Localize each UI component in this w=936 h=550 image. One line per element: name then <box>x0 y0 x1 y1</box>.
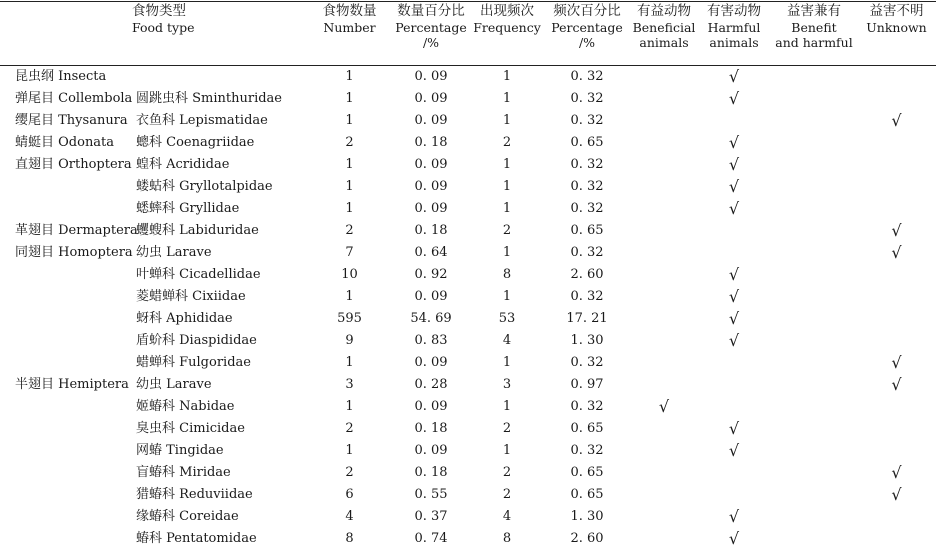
family-cell: 臭虫科 Cimicidae <box>136 421 245 436</box>
header-frequency-percentage-en: Percentage <box>551 20 623 35</box>
table-row <box>0 242 936 264</box>
frequency-cell: 8 <box>502 531 512 546</box>
header-beneficial-en1: Beneficial <box>632 20 696 35</box>
unknown-check: √ <box>891 243 902 262</box>
order-cell <box>0 462 136 484</box>
frequency-percentage-cell: 0. 32 <box>570 179 604 194</box>
frequency-cell: 1 <box>502 399 512 414</box>
beneficial-check <box>631 484 697 506</box>
unknown-check <box>857 286 936 308</box>
header-food-type-cn: 食物类型 <box>132 3 186 19</box>
table-row <box>0 88 936 110</box>
number-percentage-cell: 0. 18 <box>414 465 448 480</box>
header-frequency-percentage-cn: 频次百分比 <box>553 3 621 19</box>
number-percentage-cell: 0. 09 <box>414 91 448 106</box>
unknown-check <box>857 176 936 198</box>
frequency-cell: 1 <box>502 69 512 84</box>
frequency-cell: 2 <box>502 223 512 238</box>
number-percentage-cell: 0. 74 <box>414 531 448 546</box>
number-cell: 595 <box>337 311 362 326</box>
family-cell: 圆跳虫科 Sminthuridae <box>136 91 283 106</box>
frequency-cell: 1 <box>502 201 512 216</box>
harmful-check: √ <box>728 419 740 438</box>
family-cell: 蠼螋科 Labiduridae <box>136 223 259 238</box>
header-unknown <box>857 0 936 66</box>
unknown-check <box>857 88 936 110</box>
unknown-check <box>857 132 936 154</box>
beneficial-check <box>631 176 697 198</box>
unknown-check <box>857 154 936 176</box>
table-row <box>0 440 936 462</box>
header-harmful-en2: animals <box>709 35 759 50</box>
harmful-check: √ <box>728 441 740 460</box>
order-cell <box>0 308 136 330</box>
family-cell: 蝽科 Pentatomidae <box>136 531 257 546</box>
frequency-percentage-cell: 0. 97 <box>570 377 604 392</box>
unknown-check <box>857 440 936 462</box>
unknown-check <box>857 396 936 418</box>
frequency-percentage-cell: 0. 32 <box>570 245 604 260</box>
frequency-percentage-cell: 2. 60 <box>570 531 604 546</box>
header-both <box>771 0 857 66</box>
number-cell: 1 <box>345 69 354 84</box>
table-row <box>0 330 936 352</box>
family-cell: 蜡蝉科 Fulgoridae <box>136 355 251 370</box>
unknown-check: √ <box>891 463 902 482</box>
header-number-cn: 食物数量 <box>322 3 377 19</box>
frequency-percentage-cell: 1. 30 <box>570 333 604 348</box>
beneficial-check <box>631 88 697 110</box>
number-cell: 8 <box>345 531 354 546</box>
beneficial-check <box>631 154 697 176</box>
number-percentage-cell: 0. 37 <box>414 509 448 524</box>
number-percentage-cell: 0. 28 <box>414 377 448 392</box>
unknown-check: √ <box>891 111 902 130</box>
frequency-cell: 2 <box>502 421 512 436</box>
number-cell: 2 <box>345 223 354 238</box>
frequency-percentage-cell: 1. 30 <box>570 509 604 524</box>
number-cell: 1 <box>345 443 354 458</box>
both-check <box>771 110 857 132</box>
header-number-en: Number <box>323 20 376 35</box>
order-cell <box>0 418 136 440</box>
family-cell: 网蝽 Tingidae <box>136 443 224 458</box>
frequency-percentage-cell: 2. 60 <box>570 267 604 282</box>
both-check <box>771 374 857 396</box>
frequency-percentage-cell: 0. 65 <box>570 135 604 150</box>
both-check <box>771 286 857 308</box>
header-number-percentage-cn: 数量百分比 <box>397 3 465 19</box>
number-cell: 7 <box>345 245 354 260</box>
family-cell: 衣鱼科 Lepismatidae <box>136 113 268 128</box>
frequency-percentage-cell: 0. 65 <box>570 465 604 480</box>
order-cell: 半翅目 Hemiptera <box>15 377 129 392</box>
number-cell: 2 <box>345 135 354 150</box>
order-cell <box>0 286 136 308</box>
harmful-check <box>697 110 771 132</box>
family-cell: 蟌科 Coenagriidae <box>136 135 255 150</box>
number-cell: 1 <box>345 157 354 172</box>
beneficial-check <box>631 198 697 220</box>
table-row <box>0 286 936 308</box>
harmful-check <box>697 484 771 506</box>
harmful-check <box>697 352 771 374</box>
harmful-check: √ <box>728 155 740 174</box>
header-both-cn: 益害兼有 <box>787 3 841 19</box>
harmful-check: √ <box>728 309 740 328</box>
frequency-percentage-cell: 17. 21 <box>566 311 608 326</box>
number-cell: 1 <box>345 179 354 194</box>
order-cell <box>0 484 136 506</box>
number-percentage-cell: 0. 09 <box>414 157 448 172</box>
number-percentage-cell: 0. 18 <box>414 421 448 436</box>
order-cell <box>0 352 136 374</box>
frequency-percentage-cell: 0. 32 <box>570 69 604 84</box>
header-number <box>308 0 391 66</box>
both-check <box>771 154 857 176</box>
number-cell: 1 <box>345 201 354 216</box>
order-cell <box>0 198 136 220</box>
order-cell: 同翅目 Homoptera <box>15 245 133 260</box>
number-percentage-cell: 0. 09 <box>414 113 448 128</box>
header-beneficial-cn: 有益动物 <box>637 3 691 19</box>
unknown-check <box>857 418 936 440</box>
beneficial-check: √ <box>658 397 670 416</box>
unknown-check <box>857 308 936 330</box>
beneficial-check <box>631 66 697 88</box>
beneficial-check <box>631 242 697 264</box>
number-cell: 3 <box>345 377 354 392</box>
family-cell: 菱蜡蝉科 Cixiidae <box>136 289 246 304</box>
both-check <box>771 418 857 440</box>
table-row <box>0 110 936 132</box>
both-check <box>771 308 857 330</box>
both-check <box>771 66 857 88</box>
order-cell <box>0 440 136 462</box>
beneficial-check <box>631 440 697 462</box>
order-cell: 缨尾目 Thysanura <box>15 113 128 128</box>
frequency-cell: 1 <box>502 113 512 128</box>
header-harmful-en1: Harmful <box>707 20 761 35</box>
beneficial-check <box>631 110 697 132</box>
header-unknown-cn: 益害不明 <box>869 3 924 19</box>
harmful-check: √ <box>728 89 740 108</box>
unknown-check <box>857 264 936 286</box>
number-cell: 2 <box>345 465 354 480</box>
family-cell: 盾蚧科 Diaspididae <box>136 333 257 348</box>
order-cell: 革翅目 Dermaptera <box>15 223 138 238</box>
both-check <box>771 396 857 418</box>
table-row <box>0 154 936 176</box>
frequency-cell: 2 <box>502 487 512 502</box>
header-number-percentage-en: Percentage <box>395 20 467 35</box>
number-percentage-cell: 0. 64 <box>414 245 448 260</box>
number-cell: 1 <box>345 289 354 304</box>
unknown-check: √ <box>891 353 902 372</box>
both-check <box>771 330 857 352</box>
frequency-percentage-cell: 0. 32 <box>570 289 604 304</box>
table-row <box>0 396 936 418</box>
number-percentage-cell: 0. 09 <box>414 399 448 414</box>
table-row <box>0 506 936 528</box>
header-frequency-percentage-unit: /% <box>578 35 596 50</box>
unknown-check <box>857 66 936 88</box>
header-food-type-en: Food type <box>132 20 195 35</box>
table-row <box>0 132 936 154</box>
harmful-check <box>697 396 771 418</box>
frequency-percentage-cell: 0. 32 <box>570 355 604 370</box>
family-cell: 盲蝽科 Miridae <box>136 465 231 480</box>
frequency-cell: 1 <box>502 157 512 172</box>
frequency-percentage-cell: 0. 32 <box>570 443 604 458</box>
frequency-cell: 53 <box>498 311 516 326</box>
family-cell: 幼虫 Larave <box>136 377 212 392</box>
number-percentage-cell: 0. 18 <box>414 135 448 150</box>
header-frequency-en: Frequency <box>473 20 541 35</box>
header-number-percentage <box>391 0 471 66</box>
beneficial-check <box>631 308 697 330</box>
header-row <box>0 0 936 66</box>
both-check <box>771 264 857 286</box>
frequency-percentage-cell: 0. 32 <box>570 113 604 128</box>
header-food-type <box>0 0 308 66</box>
number-percentage-cell: 0. 55 <box>414 487 448 502</box>
both-check <box>771 242 857 264</box>
order-cell <box>0 176 136 198</box>
beneficial-check <box>631 286 697 308</box>
number-cell: 6 <box>345 487 354 502</box>
beneficial-check <box>631 506 697 528</box>
order-cell <box>0 264 136 286</box>
number-percentage-cell: 0. 09 <box>414 179 448 194</box>
frequency-cell: 4 <box>502 509 512 524</box>
both-check <box>771 88 857 110</box>
frequency-percentage-cell: 0. 32 <box>570 399 604 414</box>
table-row <box>0 308 936 330</box>
number-percentage-cell: 0. 09 <box>414 289 448 304</box>
header-both-en2: and harmful <box>775 35 853 50</box>
order-cell <box>0 506 136 528</box>
beneficial-check <box>631 220 697 242</box>
frequency-cell: 8 <box>502 267 512 282</box>
number-cell: 1 <box>345 399 354 414</box>
unknown-check: √ <box>891 485 902 504</box>
both-check <box>771 176 857 198</box>
header-harmful <box>697 0 771 66</box>
harmful-check <box>697 462 771 484</box>
header-number-percentage-unit: /% <box>422 35 440 50</box>
header-frequency-percentage <box>543 0 631 66</box>
table-row <box>0 198 936 220</box>
number-percentage-cell: 0. 09 <box>414 201 448 216</box>
harmful-check: √ <box>728 529 740 548</box>
frequency-cell: 1 <box>502 443 512 458</box>
family-cell: 蝗科 Acrididae <box>136 157 230 172</box>
harmful-check: √ <box>728 199 740 218</box>
number-cell: 2 <box>345 421 354 436</box>
order-cell <box>0 330 136 352</box>
beneficial-check <box>631 352 697 374</box>
order-cell: 蜻蜓目 Odonata <box>15 135 115 150</box>
unknown-check <box>857 330 936 352</box>
harmful-check: √ <box>728 67 740 86</box>
beneficial-check <box>631 462 697 484</box>
unknown-check: √ <box>891 375 902 394</box>
frequency-cell: 3 <box>502 377 512 392</box>
table-row <box>0 176 936 198</box>
frequency-cell: 2 <box>502 465 512 480</box>
unknown-check <box>857 198 936 220</box>
frequency-percentage-cell: 0. 65 <box>570 223 604 238</box>
both-check <box>771 220 857 242</box>
number-percentage-cell: 54. 69 <box>410 311 452 326</box>
unknown-check <box>857 506 936 528</box>
header-beneficial <box>631 0 697 66</box>
header-beneficial-en2: animals <box>639 35 689 50</box>
frequency-percentage-cell: 0. 65 <box>570 421 604 436</box>
frequency-cell: 1 <box>502 91 512 106</box>
number-cell: 4 <box>345 509 354 524</box>
unknown-check: √ <box>891 221 902 240</box>
order-cell <box>0 396 136 418</box>
order-cell: 昆虫纲 Insecta <box>15 69 107 84</box>
frequency-cell: 4 <box>502 333 512 348</box>
table-row <box>0 220 936 242</box>
table-row <box>0 462 936 484</box>
table-row <box>0 418 936 440</box>
number-cell: 1 <box>345 113 354 128</box>
frequency-cell: 1 <box>502 245 512 260</box>
frequency-percentage-cell: 0. 65 <box>570 487 604 502</box>
harmful-check: √ <box>728 177 740 196</box>
both-check <box>771 484 857 506</box>
both-check <box>771 132 857 154</box>
frequency-percentage-cell: 0. 32 <box>570 157 604 172</box>
harmful-check: √ <box>728 287 740 306</box>
family-cell: 蝼蛄科 Gryllotalpidae <box>136 179 273 194</box>
table-row <box>0 374 936 396</box>
beneficial-check <box>631 330 697 352</box>
harmful-check <box>697 242 771 264</box>
number-cell: 1 <box>345 355 354 370</box>
family-cell: 缘蝽科 Coreidae <box>136 509 239 524</box>
beneficial-check <box>631 132 697 154</box>
header-frequency <box>471 0 543 66</box>
number-percentage-cell: 0. 18 <box>414 223 448 238</box>
number-percentage-cell: 0. 92 <box>414 267 448 282</box>
harmful-check: √ <box>728 133 740 152</box>
order-cell: 弹尾目 Collembola <box>15 91 133 106</box>
table-row <box>0 352 936 374</box>
number-percentage-cell: 0. 83 <box>414 333 448 348</box>
number-percentage-cell: 0. 09 <box>414 443 448 458</box>
harmful-check: √ <box>728 507 740 526</box>
frequency-cell: 1 <box>502 289 512 304</box>
table-row <box>0 484 936 506</box>
beneficial-check <box>631 264 697 286</box>
number-cell: 10 <box>341 267 358 282</box>
family-cell: 姬蝽科 Nabidae <box>136 399 235 414</box>
family-cell: 蟋蟀科 Gryllidae <box>136 201 240 216</box>
header-frequency-cn: 出现频次 <box>480 3 534 19</box>
harmful-check: √ <box>728 331 740 350</box>
number-percentage-cell: 0. 09 <box>414 69 448 84</box>
family-cell: 蚜科 Aphididae <box>136 311 233 326</box>
harmful-check: √ <box>728 265 740 284</box>
table-body <box>0 66 936 550</box>
harmful-check <box>697 220 771 242</box>
number-cell: 9 <box>345 333 354 348</box>
beneficial-check <box>631 418 697 440</box>
frequency-cell: 1 <box>502 179 512 194</box>
frequency-percentage-cell: 0. 32 <box>570 201 604 216</box>
number-percentage-cell: 0. 09 <box>414 355 448 370</box>
frequency-cell: 2 <box>502 135 512 150</box>
header-unknown-en: Unknown <box>866 20 927 35</box>
frequency-cell: 1 <box>502 355 512 370</box>
table-row <box>0 66 936 88</box>
order-cell: 直翅目 Orthoptera <box>15 157 132 172</box>
family-cell: 叶蝉科 Cicadellidae <box>136 267 261 282</box>
beneficial-check <box>631 374 697 396</box>
number-cell: 1 <box>345 91 354 106</box>
both-check <box>771 506 857 528</box>
family-cell: 猎蝽科 Reduviidae <box>136 487 253 502</box>
both-check <box>771 352 857 374</box>
harmful-check <box>697 374 771 396</box>
family-cell: 幼虫 Larave <box>136 245 212 260</box>
both-check <box>771 462 857 484</box>
table-row <box>0 264 936 286</box>
family-cell <box>136 66 308 88</box>
frequency-percentage-cell: 0. 32 <box>570 91 604 106</box>
header-both-en1: Benefit <box>791 20 837 35</box>
both-check <box>771 440 857 462</box>
both-check <box>771 198 857 220</box>
header-harmful-cn: 有害动物 <box>707 3 761 19</box>
